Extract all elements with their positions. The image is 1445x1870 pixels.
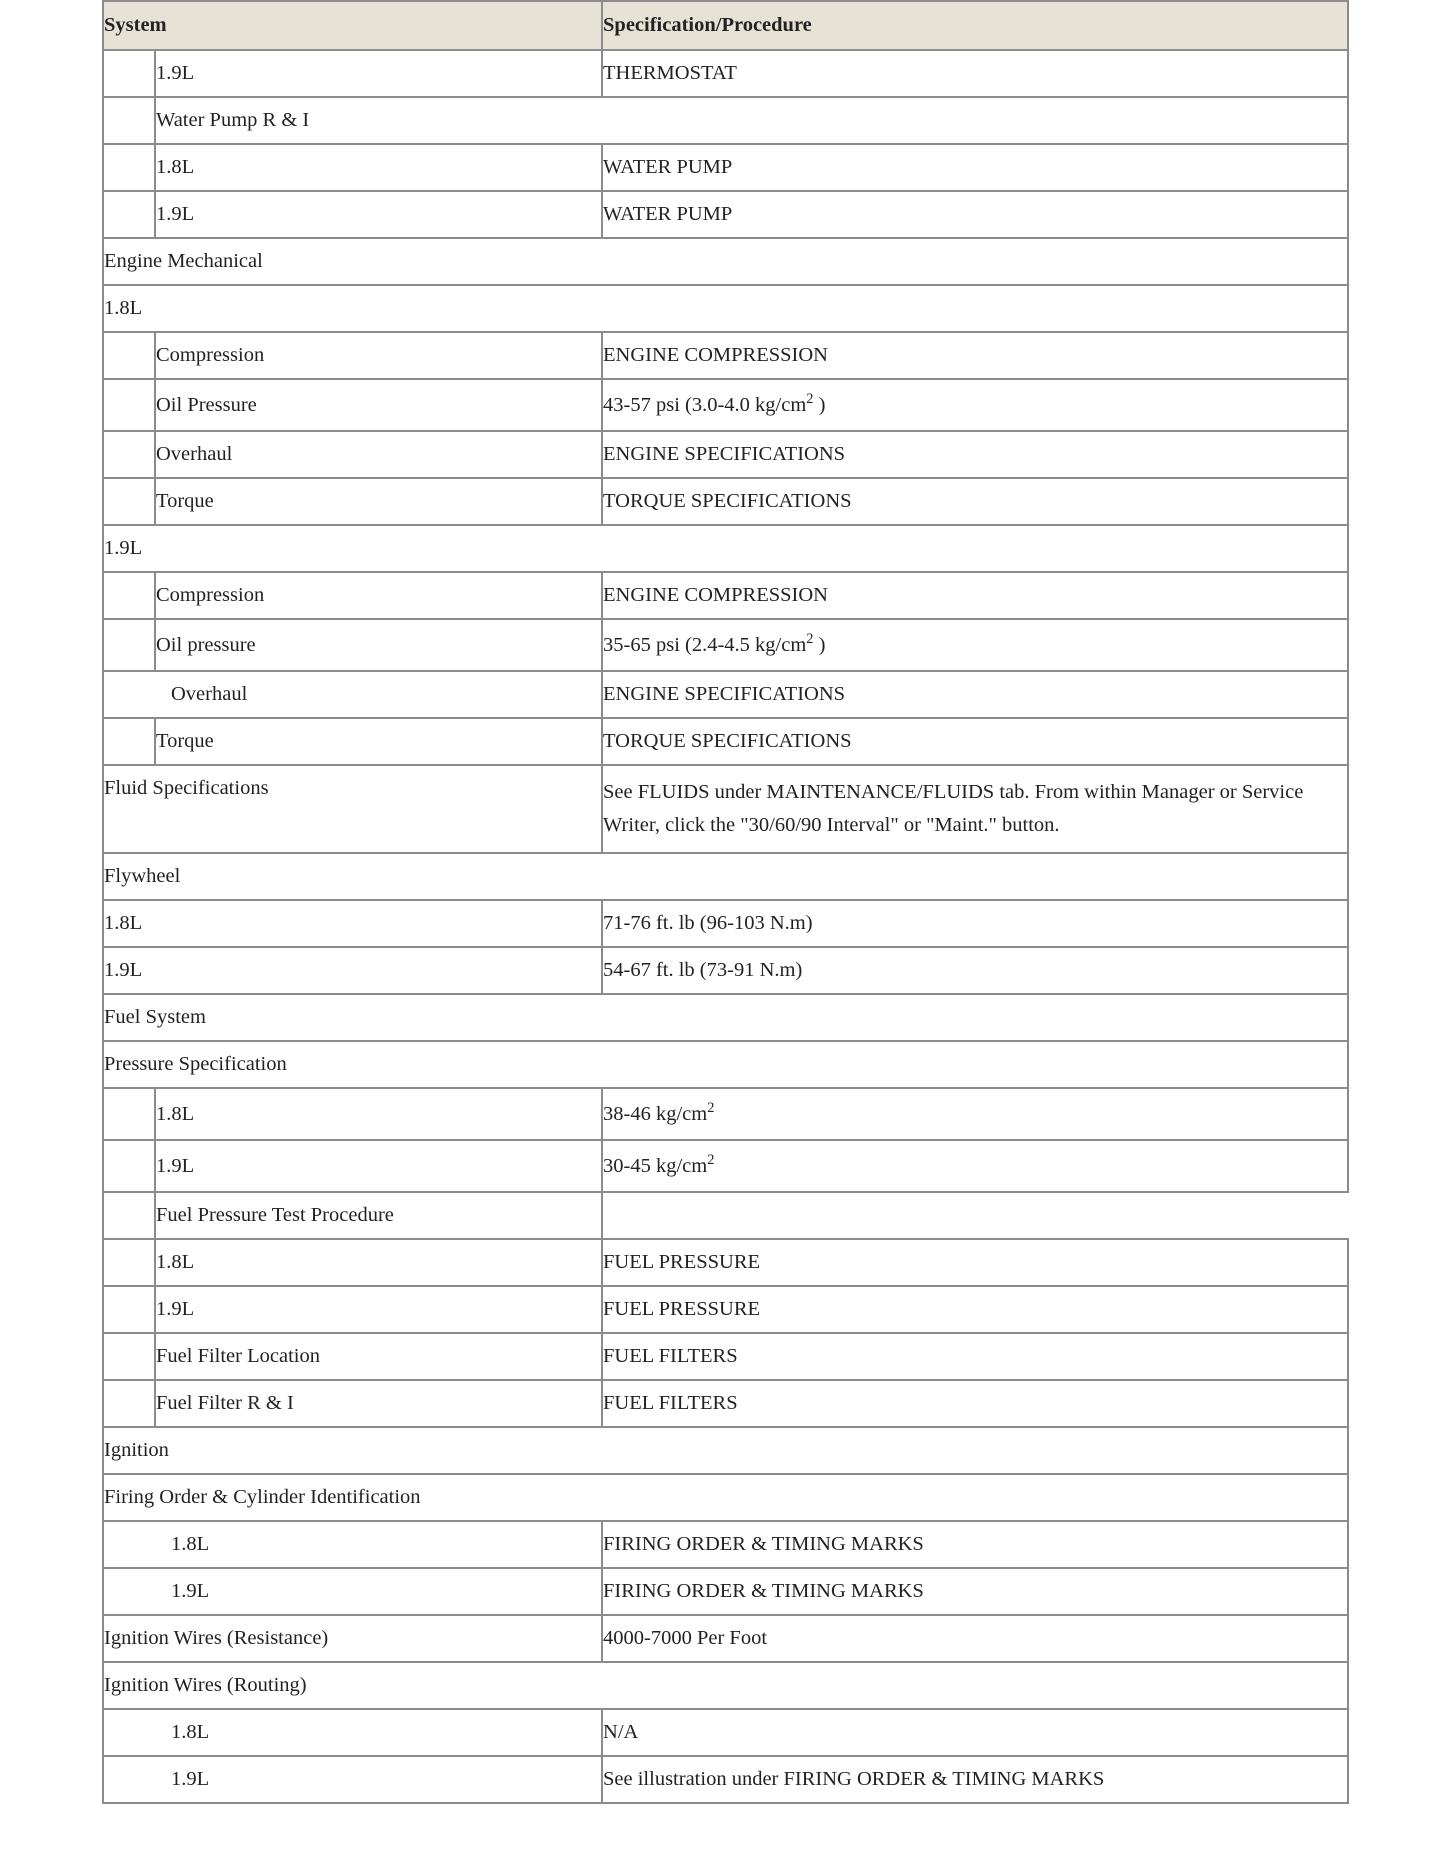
row-label: Fuel Filter R & I [155,1380,602,1427]
row-label: Oil pressure [155,619,602,671]
row-value: WATER PUMP [602,144,1348,191]
row-value: FIRING ORDER & TIMING MARKS [602,1568,1348,1615]
section-heading: Engine Mechanical [103,238,1348,285]
row-value: 30-45 $kg/cm^2$ [602,1140,1348,1192]
row-label: 1.9L [155,1140,602,1192]
row-label: 1.9L [103,947,602,994]
subsection-heading: Ignition Wires (Routing) [103,1662,1348,1709]
row-value: 35-65 psi (2.4-4.5 $kg/cm^2$ ) [602,619,1348,671]
row-value: ENGINE COMPRESSION [602,332,1348,379]
row-label: 1.8L [103,900,602,947]
row-value: 71-76 ft. lb (96-103 N.m) [602,900,1348,947]
spec-table [102,0,1349,1804]
table-row [103,718,1348,765]
table-row [103,144,1348,191]
table-row [103,1192,1348,1239]
row-label: Overhaul [155,431,602,478]
table-row [103,1380,1348,1427]
table-row [103,1088,1348,1140]
section-heading: Ignition [103,1427,1348,1474]
table-row [103,1474,1348,1521]
row-label: 1.8L [155,144,602,191]
table-row [103,1041,1348,1088]
row-value: TORQUE SPECIFICATIONS [602,718,1348,765]
table-row [103,619,1348,671]
row-value: FUEL PRESSURE [602,1286,1348,1333]
table-row [103,238,1348,285]
row-value: FUEL PRESSURE [602,1239,1348,1286]
subsection-heading: 1.9L [103,525,1348,572]
row-label: Compression [155,332,602,379]
header-system: System [103,1,602,50]
table-row [103,97,1348,144]
row-value: ENGINE COMPRESSION [602,572,1348,619]
row-value: 54-67 ft. lb (73-91 N.m) [602,947,1348,994]
table-row [103,1140,1348,1192]
row-label: 1.8L [155,1239,602,1286]
table-header-row [103,1,1348,50]
row-label: 1.9L [155,191,602,238]
row-label: Overhaul [103,671,602,718]
row-value: WATER PUMP [602,191,1348,238]
row-value: FIRING ORDER & TIMING MARKS [602,1521,1348,1568]
table-row [103,1662,1348,1709]
row-label: Ignition Wires (Resistance) [103,1615,602,1662]
table-row [103,431,1348,478]
row-label: Fuel Filter Location [155,1333,602,1380]
row-value: TORQUE SPECIFICATIONS [602,478,1348,525]
table-row [103,853,1348,900]
row-value: FUEL FILTERS [602,1333,1348,1380]
subsection-heading: Pressure Specification [103,1041,1348,1088]
table-row [103,1756,1348,1803]
table-row [103,478,1348,525]
row-value: 38-46 $kg/cm^2$ [602,1088,1348,1140]
table-row [103,379,1348,431]
row-value: 43-57 psi (3.0-4.0 $kg/cm^2$ ) [602,379,1348,431]
row-label: Fuel Pressure Test Procedure [155,1192,602,1239]
table-row [103,525,1348,572]
row-label: 1.8L [155,1088,602,1140]
row-value: FUEL FILTERS [602,1380,1348,1427]
table-row [103,994,1348,1041]
header-spec: Specification/Procedure [602,1,1348,50]
row-label: Torque [155,718,602,765]
table-row [103,1239,1348,1286]
table-row [103,1521,1348,1568]
row-label: Compression [155,572,602,619]
row-label: 1.9L [155,50,602,97]
table-row [103,1615,1348,1662]
table-row [103,947,1348,994]
table-row [103,572,1348,619]
table-row [103,1333,1348,1380]
table-row [103,1568,1348,1615]
row-value: THERMOSTAT [602,50,1348,97]
row-value: 4000-7000 Per Foot [602,1615,1348,1662]
table-row [103,1286,1348,1333]
subsection-heading: Firing Order & Cylinder Identification [103,1474,1348,1521]
section-heading: Flywheel [103,853,1348,900]
row-label: 1.8L [103,1521,602,1568]
row-label: Torque [155,478,602,525]
row-value: See illustration under FIRING ORDER & TIMING MARKS [602,1756,1348,1803]
row-value: See FLUIDS under MAINTENANCE/FLUIDS tab. From within Manager or Service Writer, click the "30/60/90 Interval" or "Maint." button. [602,765,1348,853]
row-label: Fluid Specifications [103,765,602,853]
table-row [103,332,1348,379]
row-label: Water Pump R & I [155,97,1348,144]
table-row [103,765,1348,853]
section-heading: Fuel System [103,994,1348,1041]
row-value: N/A [602,1709,1348,1756]
row-value: ENGINE SPECIFICATIONS [602,671,1348,718]
row-label: 1.9L [103,1568,602,1615]
row-label: 1.9L [103,1756,602,1803]
table-row [103,900,1348,947]
row-value: ENGINE SPECIFICATIONS [602,431,1348,478]
row-label: Oil Pressure [155,379,602,431]
subsection-heading: 1.8L [103,285,1348,332]
row-label: 1.9L [155,1286,602,1333]
table-row [103,1709,1348,1756]
table-row [103,671,1348,718]
table-row [103,50,1348,97]
table-row [103,1427,1348,1474]
row-label: 1.8L [103,1709,602,1756]
table-row [103,285,1348,332]
table-row [103,191,1348,238]
